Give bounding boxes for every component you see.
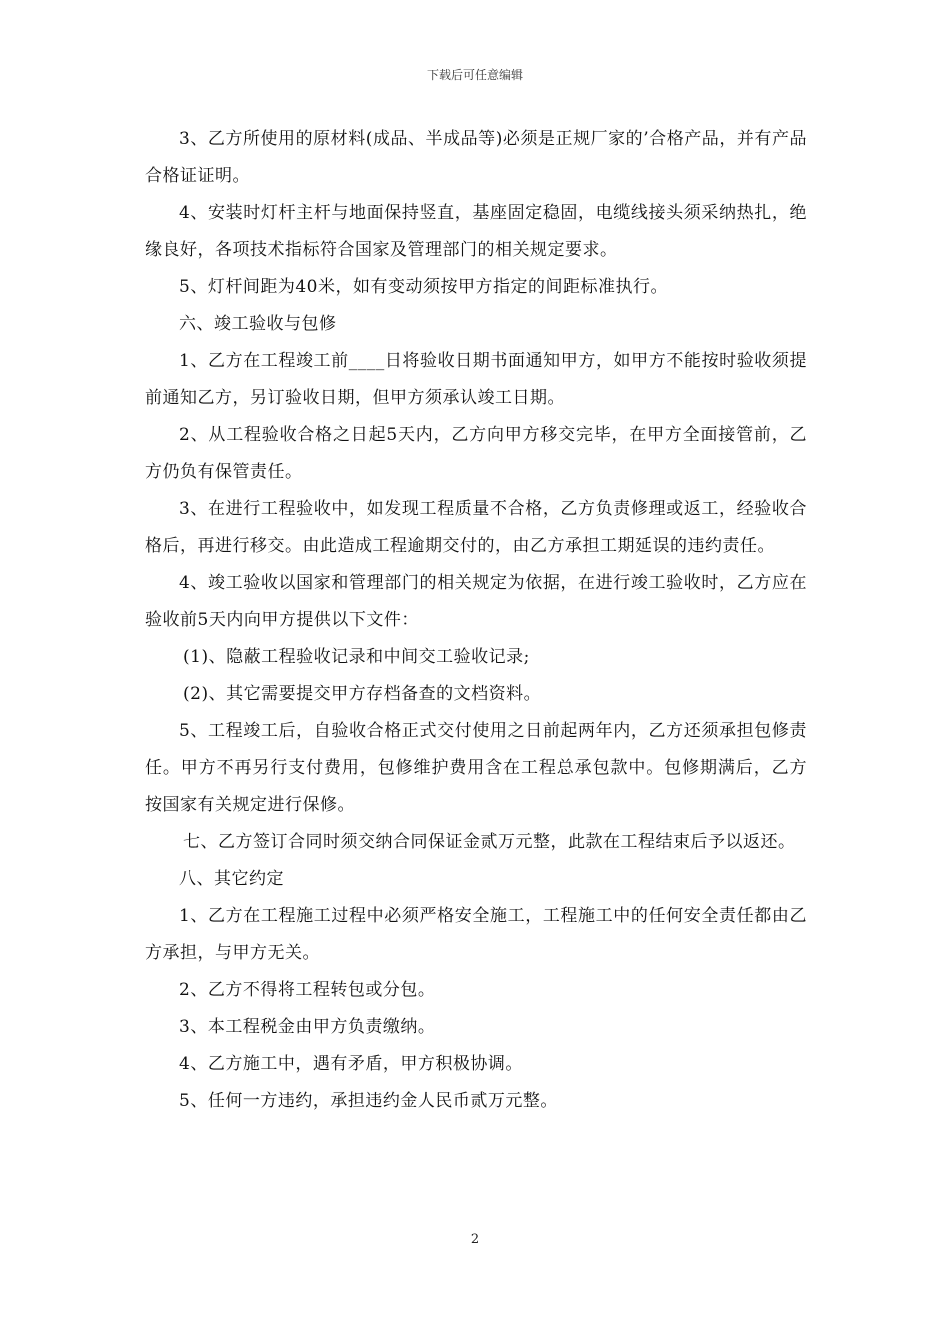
clause-6-5: 5、工程竣工后，自验收合格正式交付使用之日前起两年内，乙方还须承担包修责任。甲方不再另行支付费用，包修维护费用含在工程总承包款中。包修期满后，乙方按国家有关规定进行保修。 (145, 721, 807, 815)
clause-6-1: 1、乙方在工程竣工前____日将验收日期书面通知甲方，如甲方不能按时验收须提前通知乙方，另订验收日期，但甲方须承认竣工日期。 (145, 351, 807, 408)
clause-6-4-item-2: (2)、其它需要提交甲方存档备查的文档资料。 (183, 684, 542, 704)
clause-8-3: 3、本工程税金由甲方负责缴纳。 (179, 1017, 436, 1037)
clause-5-3: 3、乙方所使用的原材料(成品、半成品等)必须是正规厂家的’合格产品，并有产品合格证证明。 (145, 129, 807, 186)
page-header: 下载后可任意编辑 (426, 68, 523, 82)
section-7: 七、乙方签订合同时须交纳合同保证金贰万元整，此款在工程结束后予以返还。 (183, 832, 796, 852)
clause-5-4: 4、安装时灯杆主杆与地面保持竖直，基座固定稳固，电缆线接头须采纳热扎，绝缘良好，各项技术指标符合国家及管理部门的相关规定要求。 (145, 203, 807, 260)
clause-8-5: 5、任何一方违约，承担违约金人民币贰万元整。 (179, 1091, 558, 1111)
clause-8-1: 1、乙方在工程施工过程中必须严格安全施工，工程施工中的任何安全责任都由乙方承担，与甲方无关。 (145, 906, 807, 963)
clause-6-2: 2、从工程验收合格之日起5天内，乙方向甲方移交完毕，在甲方全面接管前，乙方仍负有保管责任。 (145, 425, 807, 482)
clause-6-3: 3、在进行工程验收中，如发现工程质量不合格，乙方负责修理或返工，经验收合格后，再进行移交。由此造成工程逾期交付的，由乙方承担工期延误的违约责任。 (145, 499, 807, 556)
clause-8-2: 2、乙方不得将工程转包或分包。 (179, 980, 436, 1000)
clause-8-4: 4、乙方施工中，遇有矛盾，甲方积极协调。 (179, 1054, 523, 1074)
document-body (145, 121, 807, 1120)
clause-6-4-item-1: (1)、隐蔽工程验收记录和中间交工验收记录; (183, 647, 530, 667)
section-8-heading: 八、其它约定 (179, 869, 284, 889)
clause-5-5: 5、灯杆间距为40米，如有变动须按甲方指定的间距标准执行。 (179, 277, 668, 297)
section-6-heading: 六、竣工验收与包修 (179, 314, 337, 334)
clause-6-4: 4、竣工验收以国家和管理部门的相关规定为依据，在进行竣工验收时，乙方应在验收前5天内向甲方提供以下文件： (145, 573, 807, 630)
page-number: 2 (470, 1232, 480, 1247)
